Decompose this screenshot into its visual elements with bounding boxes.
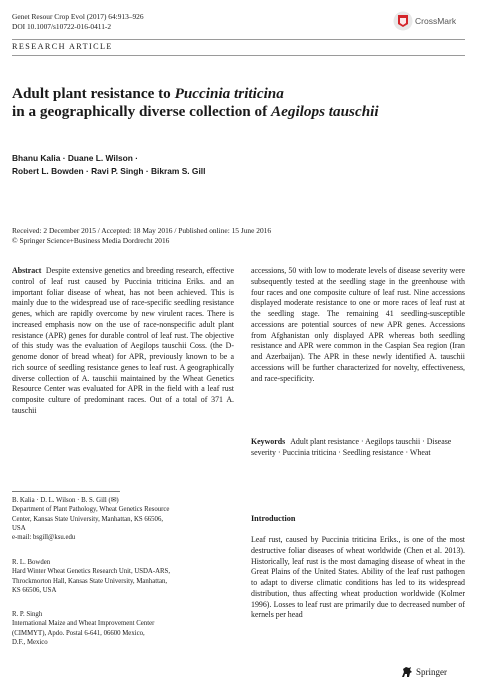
crossmark-badge[interactable] [393, 11, 467, 33]
article-type: RESEARCH ARTICLE [12, 42, 113, 51]
abstract-right [251, 266, 465, 384]
abstract-heading: Abstract [12, 266, 42, 275]
crossmark-label: CrossMark [415, 16, 457, 26]
abstract-text-left: Despite extensive genetics and breeding research, effective control of leaf rust caused by Puccinia triticina Eriks. and an important foliar disease of wheat, has not been achieved. This is mainly due to the widespread use of race-specific seedling resistance genes, which are rapidly overcome by new virulent races. There is increased emphasis now on the use of race-nonspecific adult plant resistance (APR) genes for durable control of leaf rust. The objective of this study was the evaluation of Aegilops tauschii Coss. (the D-genome donor of bread wheat) for APR, previously known to be a rich source of seedling resistance genes to leaf rust. A geographically diverse collection of A. tauschii maintained by the Wheat Genetics Resource Center was evaluated for APR in the field with a leaf rust composite culture of predominant races. Out of a total of 371 A. tauschii [12, 266, 234, 415]
header-divider [12, 39, 465, 40]
affiliation-1: B. Kalia · D. L. Wilson · B. S. Gill (✉) Department of Plant Pathology, Wheat Genetics Resource Center, Kansas State University, Manhattan, KS 66506, USA e-mail: bsgill@ksu.edu [12, 496, 234, 542]
affiliation-3: R. P. Singh International Maize and Wheat Improvement Center (CIMMYT), Apdo. Postal 6-641, 06600 Mexico, D.F., Mexico [12, 611, 155, 646]
keywords-text: Adult plant resistance · Aegilops tauschii · Disease severity · Puccinia triticina · Seedling resistance · Wheat [251, 437, 452, 457]
keywords-heading: Keywords [251, 437, 286, 446]
introduction-text: Leaf rust, caused by Puccinia triticina Eriks., is one of the most destructive foliar diseases of wheat worldwide (Chen et al. 2013). Historically, leaf rust is the most damaging disease of wheat in the Great Plains of the United States. Ability of the leaf rust pathogen to adapt to diverse climatic conditions has led to its widespread distribution, thus affecting wheat production worldwide (Kolmer 1996). Losses to leaf rust are primarily due to decreased number of kernels per head [251, 535, 465, 620]
doi[interactable]: DOI 10.1007/s10722-016-0411-2 [12, 22, 112, 31]
article-type-divider [12, 55, 465, 56]
publication-dates: Received: 2 December 2015 / Accepted: 18 May 2016 / Published online: 15 June 2016 © Springer Science+Business Media Dordrecht 2016 [12, 226, 272, 245]
abstract-left [12, 266, 234, 417]
springer-logo [400, 665, 472, 679]
introduction-heading: Introduction [251, 514, 296, 523]
springer-horse-icon [400, 665, 414, 679]
affiliation-2: R. L. Bowden Hard Winter Wheat Genetics Research Unit, USDA-ARS, Throckmorton Hall, Kansas State University, Manhattan, KS 66506, USA [12, 559, 171, 594]
affiliation-divider [12, 491, 120, 492]
abstract-text-right: accessions, 50 with low to moderate levels of disease severity were subsequently tested at the seedling stage in the greenhouse with four races and one composite culture of leaf rust. Nine accessions displayed moderate resistance to one or more races of leaf rust at the seedling stage. The remaining 41 seedling-susceptible accessions are potential sources of new APR genes. Accessions from Afghanistan only displayed APR whereas both seedling resistance and APR were common in the Caspian Sea region (Iran and Azerbaijan). The APR in these newly identified A. tauschii accessions will be further characterized for novelty, effectiveness, and race-specificity. [251, 266, 465, 383]
author-list: Bhanu Kalia · Duane L. Wilson · Robert L. Bowden · Ravi P. Singh · Bikram S. Gill [12, 153, 206, 176]
crossmark-icon [393, 11, 413, 31]
keywords [251, 437, 465, 458]
article-title: Adult plant resistance to Puccinia triticina in a geographically diverse collection of Aegilops tauschii [12, 85, 379, 120]
springer-label: Springer [416, 667, 447, 677]
corresponding-email[interactable]: e-mail: bsgill@ksu.edu [12, 534, 76, 542]
journal-meta [12, 12, 144, 32]
journal-citation: Genet Resour Crop Evol (2017) 64:913–926 [12, 12, 144, 21]
